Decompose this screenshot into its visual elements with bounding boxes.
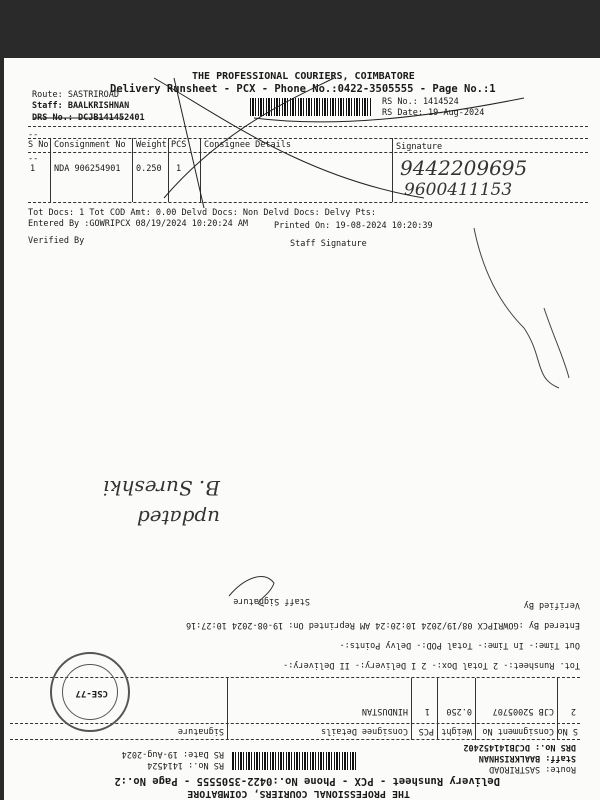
page2-staff: Staff: BAALKRISHNAN (478, 753, 576, 763)
page2-entered-by: Entered By :GOWRIPCX 08/19/2024 10:20:24 AM Reprinted On: 19-08-2024 10:27:16 (185, 620, 580, 630)
page1-entered-by: Entered By :GOWRIPCX 08/19/2024 10:20:24 AM (28, 219, 249, 229)
page1-col-consignee: Consignee Details (204, 140, 291, 150)
page2-col-signature: Signature (177, 726, 224, 736)
page1-route: Route: SASTRIROAD (32, 90, 119, 100)
page2-staff-signature: Staff Signature (233, 596, 310, 606)
page1-col-consignment: Consignment No (54, 140, 126, 150)
page2-col-sno: S No (557, 726, 578, 736)
page2-col-weight: Weight (441, 726, 472, 736)
page2-col-consignee: Consignee Details (321, 726, 408, 736)
page2-stamp (50, 652, 130, 732)
page2-rs-date: RS Date: 19-Aug-2024 (121, 749, 224, 759)
page1-col-pcs: PCS (171, 140, 187, 150)
page1-handwritten-phone-1: 9442209695 (400, 156, 528, 180)
page1-title: THE PROFESSIONAL COURIERS, COIMBATORE (192, 71, 415, 82)
page2-row-consignee: HINDUSTAN (361, 706, 408, 716)
page1-row-pcs: 1 (176, 164, 182, 174)
page2-summary-2: Out Time:- In Time:- Total POD:- Delvy Points:- (339, 640, 580, 650)
page1-col-signature: Signature (396, 142, 443, 152)
page2-row-consignment: CJB 52005707 (492, 706, 554, 716)
page1-verified-by: Verified By (28, 236, 85, 246)
page2-rs-no: RS No.: 1414524 (147, 760, 224, 770)
page1-handwritten-phone-2: 9600411153 (404, 180, 513, 200)
page2-row-sno: 2 (570, 706, 576, 716)
page1-rs-date: RS Date: 19-Aug-2024 (382, 108, 485, 118)
page1-col-sno: S No (28, 140, 49, 150)
page2-row-weight: 0.250 (446, 706, 472, 716)
page1-row-consignment: NDA 906254901 (54, 164, 121, 174)
page2-drs-no: DRS No.: DCJB141452402 (463, 742, 576, 752)
page2-handwritten-word: updated (136, 506, 220, 530)
page2-verified-by: Verified By (523, 600, 580, 610)
page1-row-weight: 0.250 (136, 164, 162, 174)
page2-title: THE PROFESSIONAL COURIERS, COIMBATORE (187, 788, 410, 799)
page1-subtitle: Delivery Runsheet - PCX - Phone No.:0422-3505555 - Page No.:1 (110, 83, 496, 95)
runsheet-scan: THE PROFESSIONAL COURIERS, COIMBATORE Delivery Runsheet - PCX - Phone No.:0422-3505555 - Page No.:1 Route: SASTRIROAD Staff: BAALKRISHNAN DRS No.: DCJB141452401 RS No.: 1414524 RS Date: 19-Aug-2024 -- S No Consignment No Weight PCS Consignee Details Signature -- 1 NDA 906254901 0.250 1 9442209695 9600411153 Tot Docs: 1 Tot COD Amt: 0.00 Delvd Docs: Non Delvd Docs: Delvy Pts: Entered By :GOWRIPCX 08/19/2024 10:20:24 AM Printed On: 19-08-2024 10:20:39 Verified By Staff Signature THE PROFESSIONAL COURIERS, COIMBATORE Delivery Runsheet - PCX - Phone No.:0422-3505555 - Page No.:2 Route: SASTRIROAD Staff: BAALKRISHNAN DRS No.: DCJB141452402 RS No.: 1414524 RS Date: 19-Aug-2024 S No Consignment No Weight PCS Consignee Details Signature 2 CJB 52005707 0.250 1 HINDUSTAN Tot. Runsheet:- 2 Total Dox:- 2 I Delivery:- II Delivery:- Out Time:- In Time:- Total POD:- Delvy Points:- Entered By :GOWRIPCX 08/19/2024 10:20:24 AM Reprinted On: 19-08-2024 10:27:16 Verified By Staff Signature CSE-77 updated B. Sureshki (4, 58, 600, 800)
page1-row-sno: 1 (30, 164, 36, 174)
page2-barcode (232, 752, 356, 770)
page2-route: Route: SASTRIROAD (489, 764, 576, 774)
page1-rs-no: RS No.: 1414524 (382, 97, 459, 107)
page2-row-pcs: 1 (424, 706, 430, 716)
page2-col-consignment: Consignment No (482, 726, 554, 736)
page1-staff-signature: Staff Signature (290, 239, 367, 249)
page2-upside-down (4, 448, 600, 800)
page1-col-weight: Weight (136, 140, 167, 150)
page2-summary-1: Tot. Runsheet:- 2 Total Dox:- 2 I Delivery:- II Delivery:- (283, 660, 580, 670)
page2-handwritten-name: B. Sureshki (102, 476, 220, 500)
page2-subtitle: Delivery Runsheet - PCX - Phone No.:0422-3505555 - Page No.:2 (114, 775, 500, 787)
page1-summary: Tot Docs: 1 Tot COD Amt: 0.00 Delvd Docs: Non Delvd Docs: Delvy Pts: (28, 208, 376, 218)
page1-printed-on: Printed On: 19-08-2024 10:20:39 (274, 221, 433, 231)
page1-staff: Staff: BAALKRISHNAN (32, 101, 130, 111)
page1-drs-no: DRS No.: DCJB141452401 (32, 113, 145, 123)
page2-stamp-text: CSE-77 (75, 688, 108, 698)
page2-col-pcs: PCS (418, 726, 434, 736)
